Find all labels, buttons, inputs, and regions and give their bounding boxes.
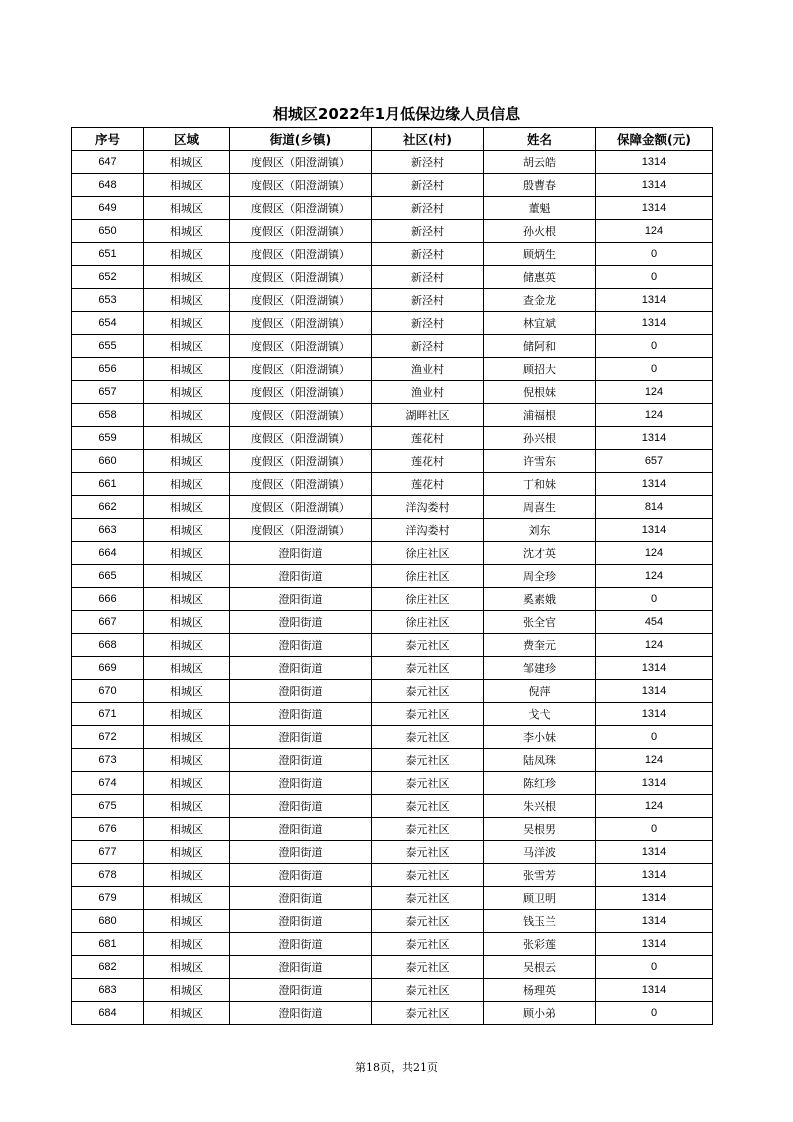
cell-serial-number: 653 — [72, 289, 144, 312]
cell-street-town: 度假区（阳澄湖镇） — [230, 312, 372, 335]
cell-street-town: 度假区（阳澄湖镇） — [230, 496, 372, 519]
cell-community-village: 泰元社区 — [372, 726, 484, 749]
cell-serial-number: 674 — [72, 772, 144, 795]
cell-district: 相城区 — [144, 772, 230, 795]
cell-serial-number: 654 — [72, 312, 144, 335]
cell-name: 钱玉兰 — [484, 910, 596, 933]
table-row — [72, 404, 713, 427]
cell-serial-number: 664 — [72, 542, 144, 565]
cell-name: 陈红珍 — [484, 772, 596, 795]
cell-serial-number: 670 — [72, 680, 144, 703]
table-row — [72, 588, 713, 611]
table-row — [72, 542, 713, 565]
cell-street-town: 澄阳街道 — [230, 818, 372, 841]
cell-amount: 1314 — [596, 197, 713, 220]
header-community-village: 社区(村) — [372, 128, 484, 151]
cell-district: 相城区 — [144, 841, 230, 864]
cell-street-town: 度假区（阳澄湖镇） — [230, 220, 372, 243]
cell-amount: 0 — [596, 1002, 713, 1025]
table-row — [72, 726, 713, 749]
cell-district: 相城区 — [144, 910, 230, 933]
cell-street-town: 澄阳街道 — [230, 749, 372, 772]
cell-name: 李小妹 — [484, 726, 596, 749]
cell-serial-number: 678 — [72, 864, 144, 887]
cell-community-village: 泰元社区 — [372, 749, 484, 772]
cell-street-town: 澄阳街道 — [230, 1002, 372, 1025]
cell-amount: 454 — [596, 611, 713, 634]
cell-name: 张雪芳 — [484, 864, 596, 887]
cell-amount: 1314 — [596, 841, 713, 864]
cell-community-village: 泰元社区 — [372, 634, 484, 657]
cell-serial-number: 665 — [72, 565, 144, 588]
cell-district: 相城区 — [144, 266, 230, 289]
cell-amount: 0 — [596, 588, 713, 611]
cell-amount: 1314 — [596, 979, 713, 1002]
cell-community-village: 泰元社区 — [372, 910, 484, 933]
table-row — [72, 450, 713, 473]
cell-district: 相城区 — [144, 243, 230, 266]
cell-district: 相城区 — [144, 312, 230, 335]
table-row — [72, 427, 713, 450]
header-amount: 保障金额(元) — [596, 128, 713, 151]
cell-street-town: 澄阳街道 — [230, 703, 372, 726]
cell-district: 相城区 — [144, 979, 230, 1002]
cell-amount: 657 — [596, 450, 713, 473]
table-row — [72, 220, 713, 243]
cell-community-village: 湖畔社区 — [372, 404, 484, 427]
cell-name: 储惠英 — [484, 266, 596, 289]
cell-amount: 124 — [596, 381, 713, 404]
cell-district: 相城区 — [144, 565, 230, 588]
cell-name: 吴根男 — [484, 818, 596, 841]
cell-amount: 1314 — [596, 473, 713, 496]
cell-street-town: 度假区（阳澄湖镇） — [230, 266, 372, 289]
cell-serial-number: 675 — [72, 795, 144, 818]
cell-name: 周全珍 — [484, 565, 596, 588]
cell-community-village: 新泾村 — [372, 335, 484, 358]
cell-name: 董魁 — [484, 197, 596, 220]
cell-serial-number: 661 — [72, 473, 144, 496]
cell-serial-number: 671 — [72, 703, 144, 726]
table-row — [72, 289, 713, 312]
cell-amount: 124 — [596, 795, 713, 818]
cell-amount: 1314 — [596, 657, 713, 680]
cell-community-village: 新泾村 — [372, 197, 484, 220]
cell-name: 杨理英 — [484, 979, 596, 1002]
cell-community-village: 徐庄社区 — [372, 542, 484, 565]
header-name: 姓名 — [484, 128, 596, 151]
cell-serial-number: 682 — [72, 956, 144, 979]
cell-street-town: 澄阳街道 — [230, 657, 372, 680]
cell-district: 相城区 — [144, 335, 230, 358]
cell-community-village: 泰元社区 — [372, 979, 484, 1002]
cell-community-village: 新泾村 — [372, 289, 484, 312]
cell-community-village: 泰元社区 — [372, 864, 484, 887]
table-row — [72, 266, 713, 289]
cell-district: 相城区 — [144, 887, 230, 910]
cell-name: 周喜生 — [484, 496, 596, 519]
cell-name: 刘东 — [484, 519, 596, 542]
cell-community-village: 徐庄社区 — [372, 565, 484, 588]
cell-amount: 0 — [596, 818, 713, 841]
cell-name: 张彩莲 — [484, 933, 596, 956]
cell-name: 马洋波 — [484, 841, 596, 864]
cell-amount: 1314 — [596, 519, 713, 542]
table-row — [72, 565, 713, 588]
cell-name: 殷曹春 — [484, 174, 596, 197]
cell-name: 顾招大 — [484, 358, 596, 381]
cell-amount: 124 — [596, 565, 713, 588]
cell-serial-number: 673 — [72, 749, 144, 772]
cell-district: 相城区 — [144, 404, 230, 427]
cell-amount: 1314 — [596, 174, 713, 197]
cell-serial-number: 679 — [72, 887, 144, 910]
cell-serial-number: 659 — [72, 427, 144, 450]
cell-street-town: 澄阳街道 — [230, 979, 372, 1002]
cell-community-village: 莲花村 — [372, 473, 484, 496]
cell-district: 相城区 — [144, 542, 230, 565]
table-row — [72, 335, 713, 358]
cell-serial-number: 662 — [72, 496, 144, 519]
cell-district: 相城区 — [144, 1002, 230, 1025]
cell-amount: 814 — [596, 496, 713, 519]
cell-amount: 1314 — [596, 151, 713, 174]
header-district: 区域 — [144, 128, 230, 151]
cell-serial-number: 658 — [72, 404, 144, 427]
cell-community-village: 泰元社区 — [372, 933, 484, 956]
table-row — [72, 197, 713, 220]
table-row — [72, 841, 713, 864]
cell-community-village: 莲花村 — [372, 450, 484, 473]
cell-street-town: 澄阳街道 — [230, 864, 372, 887]
cell-street-town: 度假区（阳澄湖镇） — [230, 289, 372, 312]
table-row — [72, 772, 713, 795]
cell-street-town: 澄阳街道 — [230, 887, 372, 910]
cell-community-village: 泰元社区 — [372, 841, 484, 864]
cell-name: 吴根云 — [484, 956, 596, 979]
cell-community-village: 泰元社区 — [372, 772, 484, 795]
cell-community-village: 新泾村 — [372, 243, 484, 266]
table-row — [72, 818, 713, 841]
cell-amount: 1314 — [596, 312, 713, 335]
cell-community-village: 洋沟娄村 — [372, 519, 484, 542]
cell-serial-number: 676 — [72, 818, 144, 841]
table-row — [72, 1002, 713, 1025]
cell-amount: 0 — [596, 335, 713, 358]
cell-community-village: 泰元社区 — [372, 887, 484, 910]
cell-serial-number: 677 — [72, 841, 144, 864]
cell-serial-number: 652 — [72, 266, 144, 289]
cell-street-town: 度假区（阳澄湖镇） — [230, 381, 372, 404]
table-row — [72, 910, 713, 933]
table-header-row — [72, 128, 713, 151]
table-row — [72, 749, 713, 772]
cell-street-town: 澄阳街道 — [230, 542, 372, 565]
table-row — [72, 680, 713, 703]
cell-community-village: 莲花村 — [372, 427, 484, 450]
cell-street-town: 度假区（阳澄湖镇） — [230, 404, 372, 427]
cell-amount: 124 — [596, 749, 713, 772]
cell-serial-number: 663 — [72, 519, 144, 542]
cell-district: 相城区 — [144, 818, 230, 841]
table-row — [72, 151, 713, 174]
cell-serial-number: 683 — [72, 979, 144, 1002]
header-serial-number: 序号 — [72, 128, 144, 151]
cell-community-village: 泰元社区 — [372, 680, 484, 703]
cell-street-town: 澄阳街道 — [230, 933, 372, 956]
table-row — [72, 174, 713, 197]
cell-amount: 1314 — [596, 910, 713, 933]
cell-amount: 0 — [596, 243, 713, 266]
cell-street-town: 度假区（阳澄湖镇） — [230, 358, 372, 381]
cell-name: 顾小弟 — [484, 1002, 596, 1025]
cell-street-town: 度假区（阳澄湖镇） — [230, 450, 372, 473]
cell-community-village: 渔业村 — [372, 358, 484, 381]
cell-community-village: 泰元社区 — [372, 657, 484, 680]
cell-district: 相城区 — [144, 634, 230, 657]
cell-community-village: 渔业村 — [372, 381, 484, 404]
cell-serial-number: 669 — [72, 657, 144, 680]
cell-community-village: 徐庄社区 — [372, 588, 484, 611]
cell-district: 相城区 — [144, 197, 230, 220]
cell-name: 沈才英 — [484, 542, 596, 565]
cell-community-village: 泰元社区 — [372, 795, 484, 818]
cell-name: 林宜斌 — [484, 312, 596, 335]
cell-community-village: 新泾村 — [372, 220, 484, 243]
cell-amount: 1314 — [596, 680, 713, 703]
cell-district: 相城区 — [144, 588, 230, 611]
cell-serial-number: 651 — [72, 243, 144, 266]
table-row — [72, 956, 713, 979]
cell-serial-number: 672 — [72, 726, 144, 749]
cell-serial-number: 668 — [72, 634, 144, 657]
table-row — [72, 795, 713, 818]
cell-community-village: 新泾村 — [372, 151, 484, 174]
page-footer: 第18页，共21页 — [355, 1061, 438, 1074]
cell-amount: 1314 — [596, 887, 713, 910]
table-row — [72, 634, 713, 657]
cell-amount: 1314 — [596, 933, 713, 956]
cell-street-town: 度假区（阳澄湖镇） — [230, 151, 372, 174]
cell-name: 浦福根 — [484, 404, 596, 427]
cell-serial-number: 666 — [72, 588, 144, 611]
cell-district: 相城区 — [144, 795, 230, 818]
cell-amount: 0 — [596, 726, 713, 749]
cell-name: 奚素娥 — [484, 588, 596, 611]
cell-name: 顾炳生 — [484, 243, 596, 266]
cell-street-town: 度假区（阳澄湖镇） — [230, 427, 372, 450]
cell-community-village: 新泾村 — [372, 266, 484, 289]
table-row — [72, 519, 713, 542]
cell-community-village: 泰元社区 — [372, 1002, 484, 1025]
cell-name: 储阿和 — [484, 335, 596, 358]
cell-name: 倪萍 — [484, 680, 596, 703]
cell-street-town: 澄阳街道 — [230, 634, 372, 657]
table-row — [72, 611, 713, 634]
recipient-table — [71, 127, 713, 1025]
cell-district: 相城区 — [144, 220, 230, 243]
table-row — [72, 979, 713, 1002]
cell-street-town: 澄阳街道 — [230, 611, 372, 634]
cell-amount: 124 — [596, 542, 713, 565]
cell-district: 相城区 — [144, 473, 230, 496]
cell-serial-number: 650 — [72, 220, 144, 243]
cell-amount: 1314 — [596, 427, 713, 450]
cell-name: 费奎元 — [484, 634, 596, 657]
cell-name: 邹建珍 — [484, 657, 596, 680]
cell-serial-number: 667 — [72, 611, 144, 634]
cell-district: 相城区 — [144, 450, 230, 473]
cell-street-town: 度假区（阳澄湖镇） — [230, 174, 372, 197]
table-row — [72, 312, 713, 335]
cell-name: 朱兴根 — [484, 795, 596, 818]
table-body — [72, 151, 713, 1025]
cell-street-town: 澄阳街道 — [230, 795, 372, 818]
cell-name: 陆凤珠 — [484, 749, 596, 772]
cell-district: 相城区 — [144, 680, 230, 703]
cell-district: 相城区 — [144, 289, 230, 312]
cell-amount: 1314 — [596, 772, 713, 795]
cell-amount: 124 — [596, 404, 713, 427]
cell-street-town: 度假区（阳澄湖镇） — [230, 243, 372, 266]
cell-district: 相城区 — [144, 358, 230, 381]
cell-district: 相城区 — [144, 657, 230, 680]
table-row — [72, 473, 713, 496]
cell-amount: 0 — [596, 956, 713, 979]
cell-name: 孙兴根 — [484, 427, 596, 450]
cell-street-town: 澄阳街道 — [230, 956, 372, 979]
cell-street-town: 度假区（阳澄湖镇） — [230, 519, 372, 542]
cell-name: 张全官 — [484, 611, 596, 634]
cell-serial-number: 656 — [72, 358, 144, 381]
cell-street-town: 澄阳街道 — [230, 772, 372, 795]
cell-district: 相城区 — [144, 427, 230, 450]
cell-district: 相城区 — [144, 703, 230, 726]
cell-community-village: 洋沟娄村 — [372, 496, 484, 519]
cell-serial-number: 680 — [72, 910, 144, 933]
cell-amount: 124 — [596, 220, 713, 243]
cell-street-town: 度假区（阳澄湖镇） — [230, 197, 372, 220]
cell-district: 相城区 — [144, 864, 230, 887]
cell-district: 相城区 — [144, 611, 230, 634]
table-row — [72, 243, 713, 266]
cell-serial-number: 649 — [72, 197, 144, 220]
cell-serial-number: 647 — [72, 151, 144, 174]
cell-amount: 0 — [596, 358, 713, 381]
header-street-town: 街道(乡镇) — [230, 128, 372, 151]
cell-name: 顾卫明 — [484, 887, 596, 910]
cell-serial-number: 648 — [72, 174, 144, 197]
table-row — [72, 703, 713, 726]
cell-name: 胡云皓 — [484, 151, 596, 174]
table-row — [72, 887, 713, 910]
table-row — [72, 496, 713, 519]
cell-name: 倪根妹 — [484, 381, 596, 404]
cell-name: 丁和妹 — [484, 473, 596, 496]
cell-street-town: 澄阳街道 — [230, 841, 372, 864]
cell-serial-number: 681 — [72, 933, 144, 956]
table-row — [72, 381, 713, 404]
cell-name: 戈弋 — [484, 703, 596, 726]
cell-community-village: 泰元社区 — [372, 818, 484, 841]
cell-community-village: 泰元社区 — [372, 956, 484, 979]
cell-district: 相城区 — [144, 174, 230, 197]
cell-street-town: 澄阳街道 — [230, 680, 372, 703]
cell-serial-number: 660 — [72, 450, 144, 473]
cell-district: 相城区 — [144, 933, 230, 956]
cell-amount: 1314 — [596, 864, 713, 887]
cell-street-town: 度假区（阳澄湖镇） — [230, 335, 372, 358]
page-title: 相城区2022年1月低保边缘人员信息 — [272, 105, 521, 123]
cell-name: 孙火根 — [484, 220, 596, 243]
cell-district: 相城区 — [144, 749, 230, 772]
cell-serial-number: 655 — [72, 335, 144, 358]
cell-district: 相城区 — [144, 726, 230, 749]
table-row — [72, 358, 713, 381]
cell-district: 相城区 — [144, 519, 230, 542]
table-row — [72, 657, 713, 680]
cell-community-village: 新泾村 — [372, 174, 484, 197]
cell-community-village: 徐庄社区 — [372, 611, 484, 634]
cell-street-town: 澄阳街道 — [230, 565, 372, 588]
cell-name: 查金龙 — [484, 289, 596, 312]
cell-amount: 1314 — [596, 289, 713, 312]
cell-street-town: 澄阳街道 — [230, 910, 372, 933]
cell-serial-number: 684 — [72, 1002, 144, 1025]
table-row — [72, 933, 713, 956]
cell-district: 相城区 — [144, 381, 230, 404]
cell-name: 许雪东 — [484, 450, 596, 473]
cell-street-town: 澄阳街道 — [230, 726, 372, 749]
cell-amount: 0 — [596, 266, 713, 289]
cell-amount: 124 — [596, 634, 713, 657]
cell-community-village: 泰元社区 — [372, 703, 484, 726]
cell-amount: 1314 — [596, 703, 713, 726]
cell-street-town: 度假区（阳澄湖镇） — [230, 473, 372, 496]
cell-community-village: 新泾村 — [372, 312, 484, 335]
cell-district: 相城区 — [144, 956, 230, 979]
cell-serial-number: 657 — [72, 381, 144, 404]
table-row — [72, 864, 713, 887]
cell-district: 相城区 — [144, 151, 230, 174]
cell-district: 相城区 — [144, 496, 230, 519]
cell-street-town: 澄阳街道 — [230, 588, 372, 611]
